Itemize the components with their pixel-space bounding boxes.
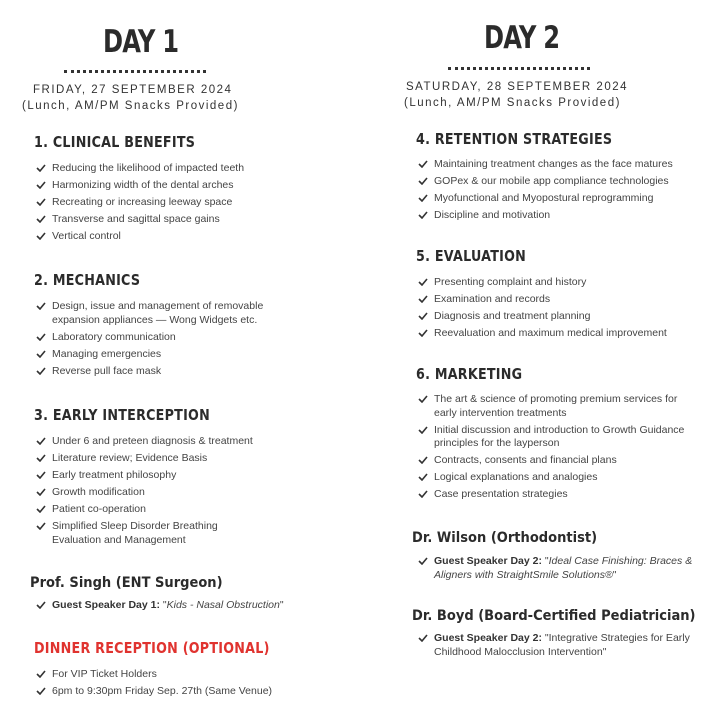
check-icon: [418, 278, 428, 286]
day1-title: DAY 1: [103, 24, 179, 60]
check-icon: [36, 488, 46, 496]
list-item: [34, 685, 344, 699]
speaker-boyd-list: [416, 632, 706, 659]
item-text: Reverse pull face mask: [52, 364, 162, 377]
check-icon: [418, 426, 428, 434]
early-interception-list: [34, 435, 264, 547]
section-clinical-benefits-heading: 1. CLINICAL BENEFITS: [34, 133, 196, 151]
list-item: [416, 424, 701, 451]
list-item: [34, 486, 264, 500]
list-item: [34, 365, 284, 379]
day2-divider: [448, 67, 590, 70]
check-icon: [418, 395, 428, 403]
item-text: Initial discussion and introduction to Growth Guidance principles for the layperson: [434, 423, 685, 449]
list-item: [34, 599, 344, 613]
item-text: Case presentation strategies: [434, 488, 568, 500]
check-icon: [36, 505, 46, 513]
dinner-reception-list: [34, 668, 344, 699]
day1-divider: [64, 70, 206, 73]
check-icon: [36, 437, 46, 445]
item-text: Examination and records: [434, 293, 551, 305]
list-item: [416, 393, 701, 420]
item-text: Transverse and sagittal space gains: [52, 213, 220, 225]
check-icon: [418, 312, 428, 320]
item-text: Early treatment philosophy: [52, 469, 177, 481]
item-text: 6pm to 9:30pm Friday Sep. 27th (Same Venue): [52, 685, 273, 697]
list-item: [416, 310, 706, 324]
section-evaluation-heading: 5. EVALUATION: [416, 247, 527, 265]
check-icon: [418, 490, 428, 498]
list-item: [34, 213, 344, 227]
item-text: The art & science of promoting premium services for early intervention treatments: [434, 393, 678, 419]
list-item: [416, 454, 701, 468]
retention-strategies-list: [416, 158, 706, 223]
list-item: [416, 632, 706, 659]
speaker-boyd-name: Dr. Boyd (Board-Certified Pediatrician): [412, 608, 696, 624]
item-text: Patient co-operation: [52, 503, 146, 515]
item-text: Recreating or increasing leeway space: [52, 196, 233, 208]
check-icon: [36, 232, 46, 240]
speaker-label: Guest Speaker Day 2:: [434, 632, 542, 644]
check-icon: [418, 473, 428, 481]
check-icon: [36, 471, 46, 479]
item-text: Guest Speaker Day 2: "Ideal Case Finishing: Braces & Aligners with StraightSmile Solutions®": [434, 555, 693, 581]
list-item: [416, 158, 706, 172]
check-icon: [36, 454, 46, 462]
item-text: Guest Speaker Day 1: "Kids - Nasal Obstruction": [52, 599, 284, 611]
speaker-wilson-name: Dr. Wilson (Orthodontist): [412, 530, 598, 546]
check-icon: [36, 302, 46, 310]
item-text: Simplified Sleep Disorder Breathing Evaluation and Management: [52, 520, 218, 546]
day2-date: SATURDAY, 28 SEPTEMBER 2024: [406, 81, 629, 93]
check-icon: [418, 211, 428, 219]
item-text: For VIP Ticket Holders: [52, 668, 157, 680]
speaker-wilson-list: [416, 555, 706, 582]
list-item: [416, 471, 701, 485]
item-text: Under 6 and preteen diagnosis & treatment: [52, 435, 253, 447]
list-item: [34, 452, 264, 466]
day2-meals: (Lunch, AM/PM Snacks Provided): [404, 97, 621, 109]
list-item: [416, 175, 706, 189]
day1-date: FRIDAY, 27 SEPTEMBER 2024: [33, 84, 233, 96]
list-item: [416, 209, 706, 223]
item-text: Logical explanations and analogies: [434, 471, 598, 483]
list-item: [34, 520, 264, 547]
section-retention-strategies-heading: 4. RETENTION STRATEGIES: [416, 130, 613, 148]
item-text: Reevaluation and maximum medical improvement: [434, 327, 667, 339]
item-text: Growth modification: [52, 486, 145, 498]
check-icon: [36, 522, 46, 530]
item-text: GOPex & our mobile app compliance technologies: [434, 175, 669, 187]
speaker-label: Guest Speaker Day 1:: [52, 599, 160, 611]
item-text: Managing emergencies: [52, 347, 162, 360]
item-text: Design, issue and management of removable expansion appliances — Wong Widgets etc.: [52, 300, 264, 326]
talk-title: Integrative Strategies for Early Childhood Malocclusion Intervention: [434, 632, 690, 658]
mechanics-list: [34, 300, 284, 378]
list-item: [34, 196, 344, 210]
talk-title: Ideal Case Finishing: Braces & Aligners with StraightSmile Solutions®: [434, 555, 693, 581]
check-icon: [36, 670, 46, 678]
check-icon: [418, 329, 428, 337]
section-marketing-heading: 6. MARKETING: [416, 365, 523, 383]
check-icon: [36, 198, 46, 206]
item-text: Vertical control: [52, 230, 121, 242]
dinner-reception-heading: DINNER RECEPTION (OPTIONAL): [34, 639, 270, 657]
evaluation-list: [416, 276, 706, 341]
speaker-label: Guest Speaker Day 2:: [434, 555, 542, 567]
marketing-list: [416, 393, 701, 502]
item-text: Diagnosis and treatment planning: [434, 310, 591, 322]
list-item: [34, 300, 284, 327]
list-item: [34, 179, 344, 193]
item-text: Laboratory communication: [52, 330, 176, 343]
talk-title: Kids - Nasal Obstruction: [166, 599, 280, 611]
item-text: Discipline and motivation: [434, 209, 551, 221]
day1-meals: (Lunch, AM/PM Snacks Provided): [22, 100, 239, 112]
check-icon: [36, 181, 46, 189]
list-item: [34, 469, 264, 483]
item-text: Myofunctional and Myopostural reprogramming: [434, 192, 654, 204]
check-icon: [36, 164, 46, 172]
list-item: [34, 348, 284, 362]
item-text: Literature review; Evidence Basis: [52, 452, 208, 464]
check-icon: [418, 194, 428, 202]
list-item: [416, 488, 701, 502]
check-icon: [36, 350, 46, 358]
check-icon: [418, 634, 428, 642]
day2-title: DAY 2: [484, 20, 560, 56]
item-text: Maintaining treatment changes as the face matures: [434, 158, 673, 170]
speaker-singh-name: Prof. Singh (ENT Surgeon): [30, 575, 223, 591]
check-icon: [418, 456, 428, 464]
item-text: Reducing the likelihood of impacted teeth: [52, 162, 245, 174]
check-icon: [418, 295, 428, 303]
speaker-singh-list: [34, 599, 344, 613]
check-icon: [36, 687, 46, 695]
check-icon: [418, 160, 428, 168]
list-item: [416, 276, 706, 290]
item-text: Harmonizing width of the dental arches: [52, 179, 234, 191]
list-item: [34, 503, 264, 517]
check-icon: [418, 177, 428, 185]
list-item: [34, 230, 344, 244]
list-item: [34, 668, 344, 682]
section-early-interception-heading: 3. EARLY INTERCEPTION: [34, 406, 210, 424]
check-icon: [36, 333, 46, 341]
list-item: [416, 293, 706, 307]
item-text: Presenting complaint and history: [434, 276, 587, 288]
clinical-benefits-list: [34, 162, 344, 244]
list-item: [416, 192, 706, 206]
list-item: [416, 327, 706, 341]
item-text: Guest Speaker Day 2: "Integrative Strategies for Early Childhood Malocclusion Intervention": [434, 632, 690, 658]
item-text: Contracts, consents and financial plans: [434, 454, 617, 466]
list-item: [34, 162, 344, 176]
check-icon: [36, 215, 46, 223]
check-icon: [36, 601, 46, 609]
check-icon: [418, 557, 428, 565]
list-item: [34, 435, 264, 449]
list-item: [34, 331, 284, 345]
list-item: [416, 555, 706, 582]
check-icon: [36, 367, 46, 375]
section-mechanics-heading: 2. MECHANICS: [34, 271, 141, 289]
